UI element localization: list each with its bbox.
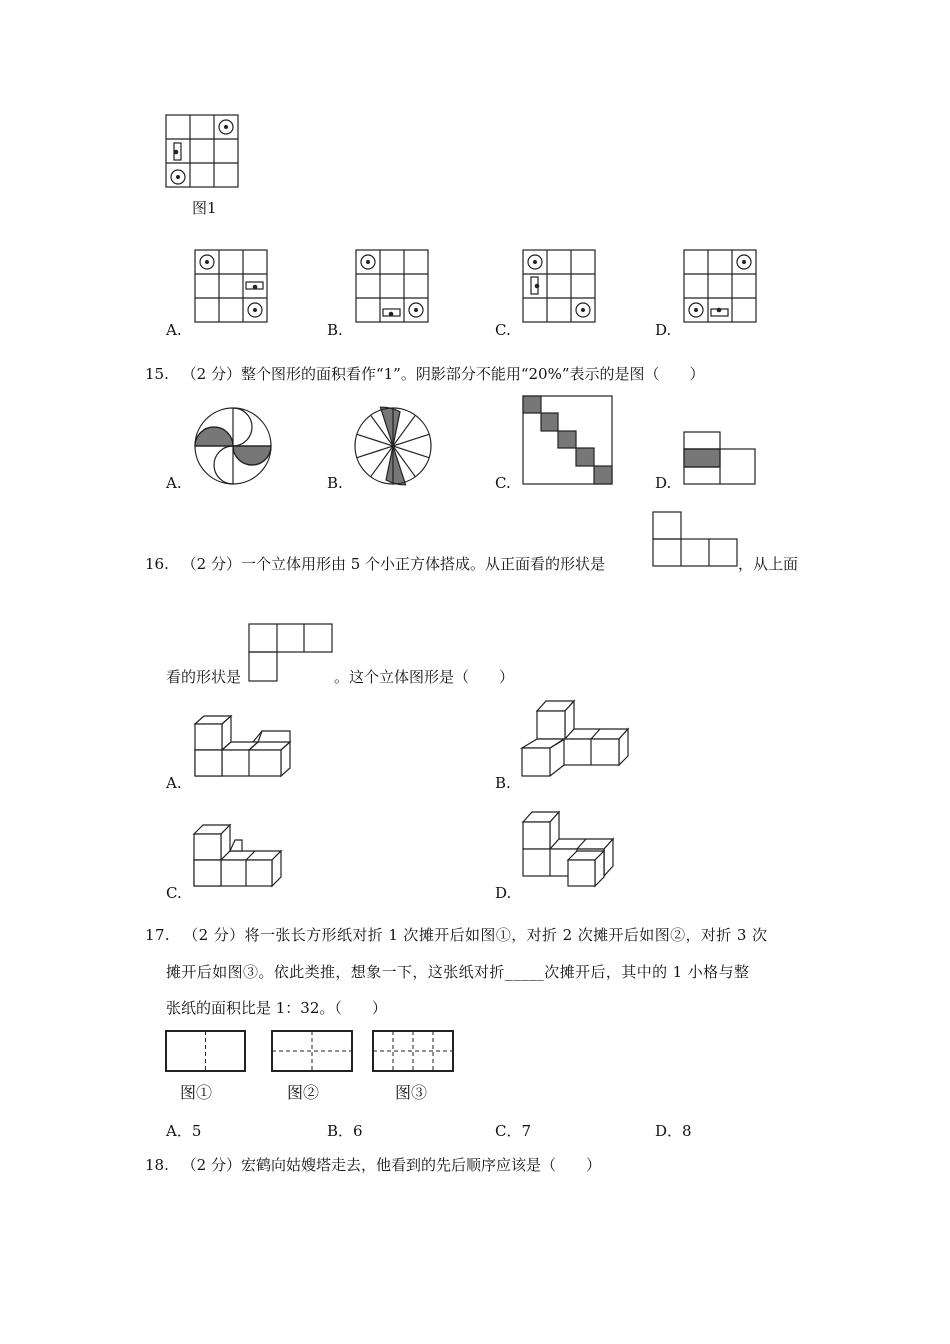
q16-stem-part2: ，从上面 bbox=[738, 555, 799, 573]
q17-option-a[interactable] bbox=[166, 1121, 201, 1141]
q17-option-a-value: 5 bbox=[191, 1122, 202, 1140]
q17-option-c[interactable] bbox=[495, 1121, 531, 1141]
q16-score: （2 分） bbox=[181, 555, 241, 573]
q16-number: 16. bbox=[145, 555, 169, 573]
q14-figure-caption: 图1 bbox=[192, 199, 217, 217]
q17-option-a-label: A． bbox=[166, 1122, 192, 1140]
q17-option-d[interactable] bbox=[655, 1121, 692, 1141]
q17-option-b-label: B． bbox=[327, 1122, 354, 1140]
q16-option-a[interactable]: A. bbox=[166, 774, 182, 792]
q17-figure-caption-2: 图② bbox=[287, 1083, 320, 1102]
q15-score: （2 分） bbox=[181, 365, 241, 383]
q17-line3: 张纸的面积比是 1：32。（ ） bbox=[166, 999, 387, 1017]
q15-option-a[interactable]: A. bbox=[166, 474, 182, 492]
q14-option-d[interactable]: D. bbox=[655, 321, 672, 339]
q14-option-c[interactable]: C. bbox=[495, 321, 511, 339]
q17-figure-2 bbox=[272, 1031, 352, 1071]
q16-stem-part4: 。这个立体图形是（ ） bbox=[334, 668, 515, 686]
q18-question-line bbox=[145, 1155, 601, 1175]
q14-option-b[interactable]: B. bbox=[327, 321, 343, 339]
q14-option-a[interactable]: A. bbox=[166, 321, 182, 339]
q16-option-b[interactable]: B. bbox=[495, 774, 511, 792]
q17-line2: 摊开后如图③。依此类推，想象一下，这张纸对折_____次摊开后，其中的 1 小格与整 bbox=[166, 963, 750, 981]
q17-option-b[interactable] bbox=[327, 1121, 363, 1141]
q17-option-d-label: D． bbox=[655, 1122, 683, 1140]
q17-figure-caption-1: 图① bbox=[180, 1083, 213, 1102]
q17-figure-3 bbox=[373, 1031, 453, 1071]
q17-option-d-value: 8 bbox=[682, 1122, 692, 1140]
q16-stem-part3: 看的形状是 bbox=[166, 668, 242, 686]
q17-number: 17. bbox=[145, 926, 171, 944]
q17-option-c-label: C． bbox=[495, 1122, 522, 1140]
q18-number: 18. bbox=[145, 1156, 169, 1174]
q15-number: 15. bbox=[145, 365, 169, 383]
q16-stem-part1: 一个立体用形由 5 个小正方体搭成。从正面看的形状是 bbox=[240, 555, 606, 573]
q18-stem: 宏鹤向姑嫂塔走去，他看到的先后顺序应该是（ ） bbox=[240, 1156, 601, 1174]
q15-option-d[interactable]: D. bbox=[655, 474, 672, 492]
q17-figure-caption-3: 图③ bbox=[395, 1083, 428, 1102]
q15-stem: 整个图形的面积看作“1”。阴影部分不能用“20%”表示的是图（ ） bbox=[240, 365, 705, 383]
q17-figure-1 bbox=[166, 1031, 245, 1071]
q18-score: （2 分） bbox=[181, 1156, 241, 1174]
q17-score: （2 分） bbox=[183, 926, 245, 944]
q16-option-d[interactable]: D. bbox=[495, 884, 512, 902]
q16-option-c[interactable]: C. bbox=[166, 884, 182, 902]
q15-option-b[interactable]: B. bbox=[327, 474, 343, 492]
q17-line1: 将一张长方形纸对折 1 次摊开后如图①，对折 2 次摊开后如图②，对折 3 次 bbox=[244, 926, 768, 944]
q17-option-c-value: 7 bbox=[521, 1122, 532, 1140]
q17-option-b-value: 6 bbox=[353, 1122, 363, 1140]
q15-option-c[interactable]: C. bbox=[495, 474, 511, 492]
